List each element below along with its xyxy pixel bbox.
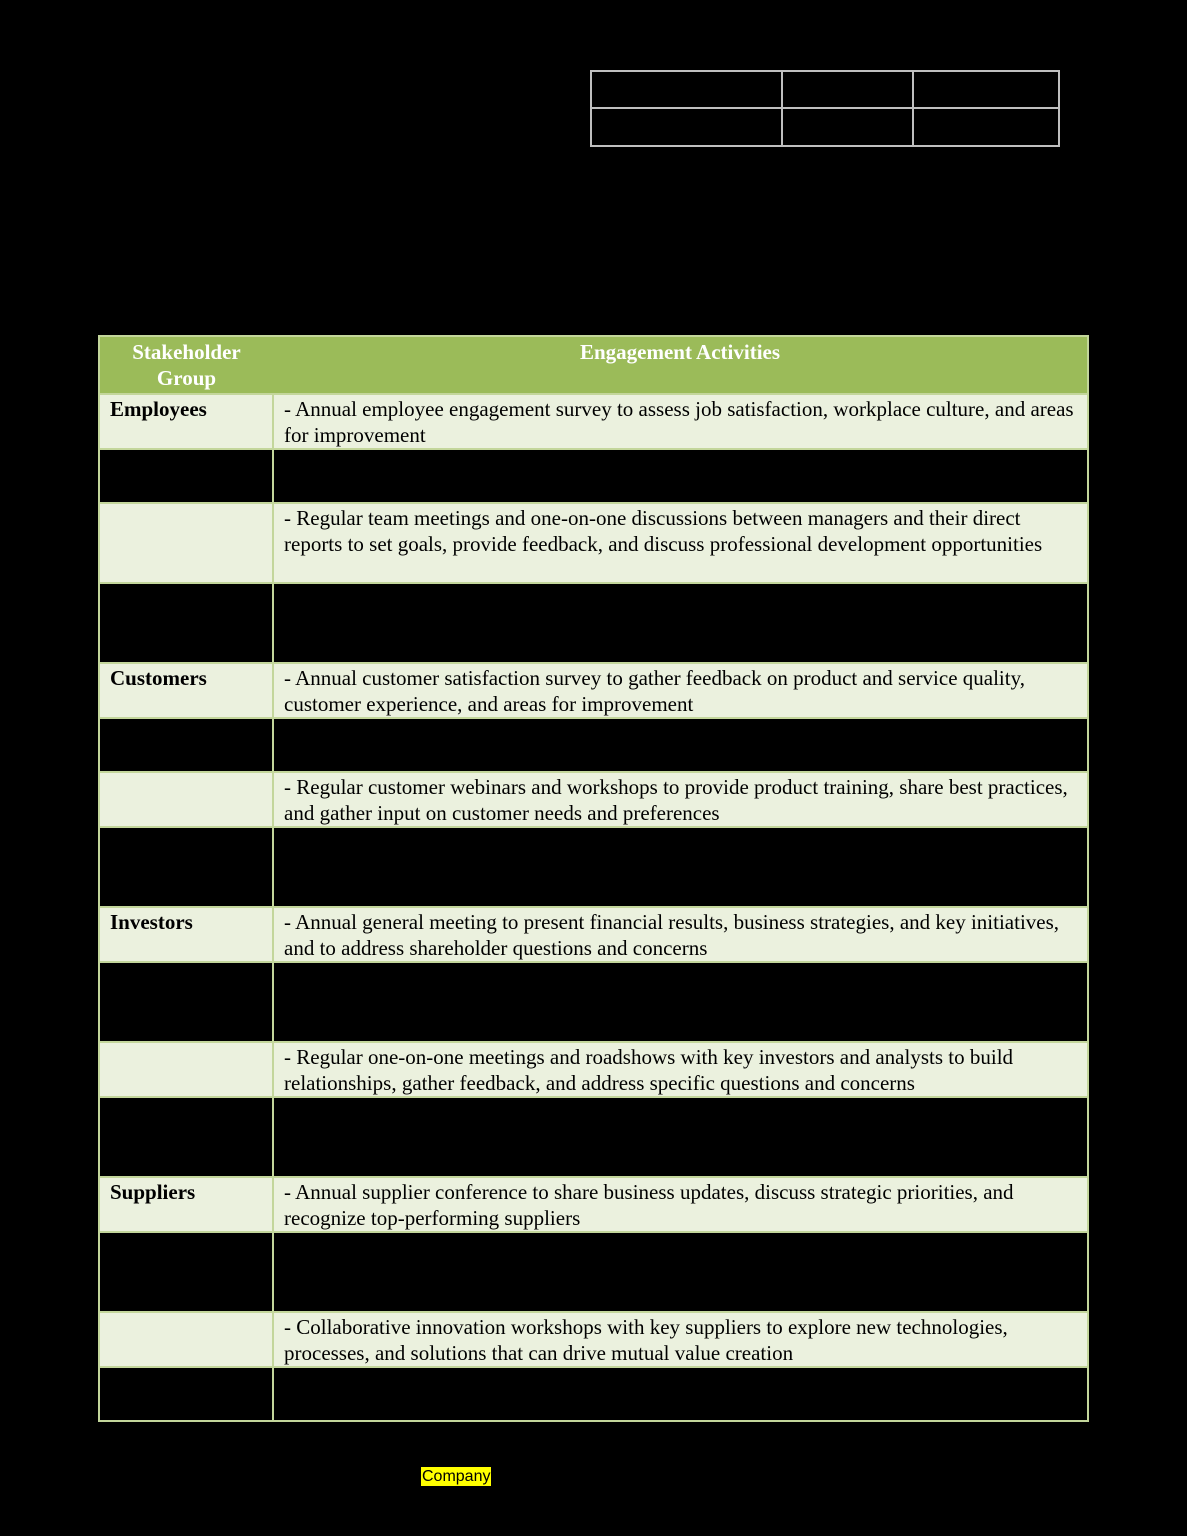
redacted-row: [99, 718, 1088, 772]
redacted-row: [99, 583, 1088, 663]
stakeholder-group-cell: Customers: [99, 663, 273, 718]
table-row: [99, 907, 1088, 962]
stakeholder-engagement-table: [98, 335, 1089, 1422]
stakeholder-group-cell: Investors: [99, 907, 273, 962]
column-header-stakeholder-group: [99, 336, 273, 394]
activity-cell: - Collaborative innovation workshops with key suppliers to explore new technologies, processes, and solutions that can drive mutual value creation: [273, 1312, 1088, 1367]
redacted-cell: [273, 962, 1088, 1042]
redacted-cell: [99, 1232, 273, 1312]
redacted-cell: [273, 1232, 1088, 1312]
table-row: [99, 663, 1088, 718]
redacted-row: [99, 1367, 1088, 1421]
table-row: [99, 1177, 1088, 1232]
header-info-cell: [592, 72, 783, 109]
activity-cell: - Regular one-on-one meetings and roadshows with key investors and analysts to build relationships, gather feedback, and address specific questions and concerns: [273, 1042, 1088, 1097]
redacted-cell: [273, 583, 1088, 663]
redacted-cell: [273, 1097, 1088, 1177]
header-info-cell: [914, 109, 1058, 146]
activity-cell: - Regular customer webinars and workshops to provide product training, share best practices, and gather input on customer needs and preferences: [273, 772, 1088, 827]
redacted-cell: [273, 449, 1088, 503]
header-info-cell: [783, 109, 914, 146]
header-info-grid: [590, 70, 1060, 147]
redacted-row: [99, 1232, 1088, 1312]
redacted-cell: [99, 962, 273, 1042]
header-info-cell: [592, 109, 783, 146]
stakeholder-group-cell: [99, 503, 273, 583]
activity-cell: - Regular team meetings and one-on-one discussions between managers and their direct reports to set goals, provide feedback, and discuss professional development opportunities: [273, 503, 1088, 583]
activity-cell: - Annual customer satisfaction survey to gather feedback on product and service quality, customer experience, and areas for improvement: [273, 663, 1088, 718]
footer-company-highlight: Company: [422, 1468, 491, 1485]
redacted-row: [99, 827, 1088, 907]
redacted-cell: [273, 827, 1088, 907]
stakeholder-group-cell: Employees: [99, 394, 273, 449]
redacted-cell: [273, 718, 1088, 772]
stakeholder-group-cell: [99, 1312, 273, 1367]
header-line: Stakeholder: [132, 340, 241, 364]
activity-cell: - Annual employee engagement survey to assess job satisfaction, workplace culture, and areas for improvement: [273, 394, 1088, 449]
stakeholder-group-cell: [99, 772, 273, 827]
redacted-cell: [99, 449, 273, 503]
redacted-cell: [99, 583, 273, 663]
redacted-row: [99, 1097, 1088, 1177]
header-line: Group: [156, 366, 217, 390]
redacted-cell: [99, 1097, 273, 1177]
table-row: [99, 1312, 1088, 1367]
redacted-cell: [273, 1367, 1088, 1421]
redacted-cell: [99, 718, 273, 772]
header-info-cell: [783, 72, 914, 109]
activity-cell: - Annual general meeting to present financial results, business strategies, and key initiatives, and to address shareholder questions and concerns: [273, 907, 1088, 962]
redacted-cell: [99, 827, 273, 907]
stakeholder-group-cell: Suppliers: [99, 1177, 273, 1232]
table-header-row: [99, 336, 1088, 394]
activity-cell: - Annual supplier conference to share business updates, discuss strategic priorities, and recognize top-performing suppliers: [273, 1177, 1088, 1232]
table-row: [99, 503, 1088, 583]
table-row: [99, 772, 1088, 827]
header-info-cell: [914, 72, 1058, 109]
table-row: [99, 394, 1088, 449]
redacted-cell: [99, 1367, 273, 1421]
stakeholder-group-cell: [99, 1042, 273, 1097]
column-header-engagement-activities: Engagement Activities: [273, 336, 1088, 394]
table-row: [99, 1042, 1088, 1097]
redacted-row: [99, 449, 1088, 503]
redacted-row: [99, 962, 1088, 1042]
